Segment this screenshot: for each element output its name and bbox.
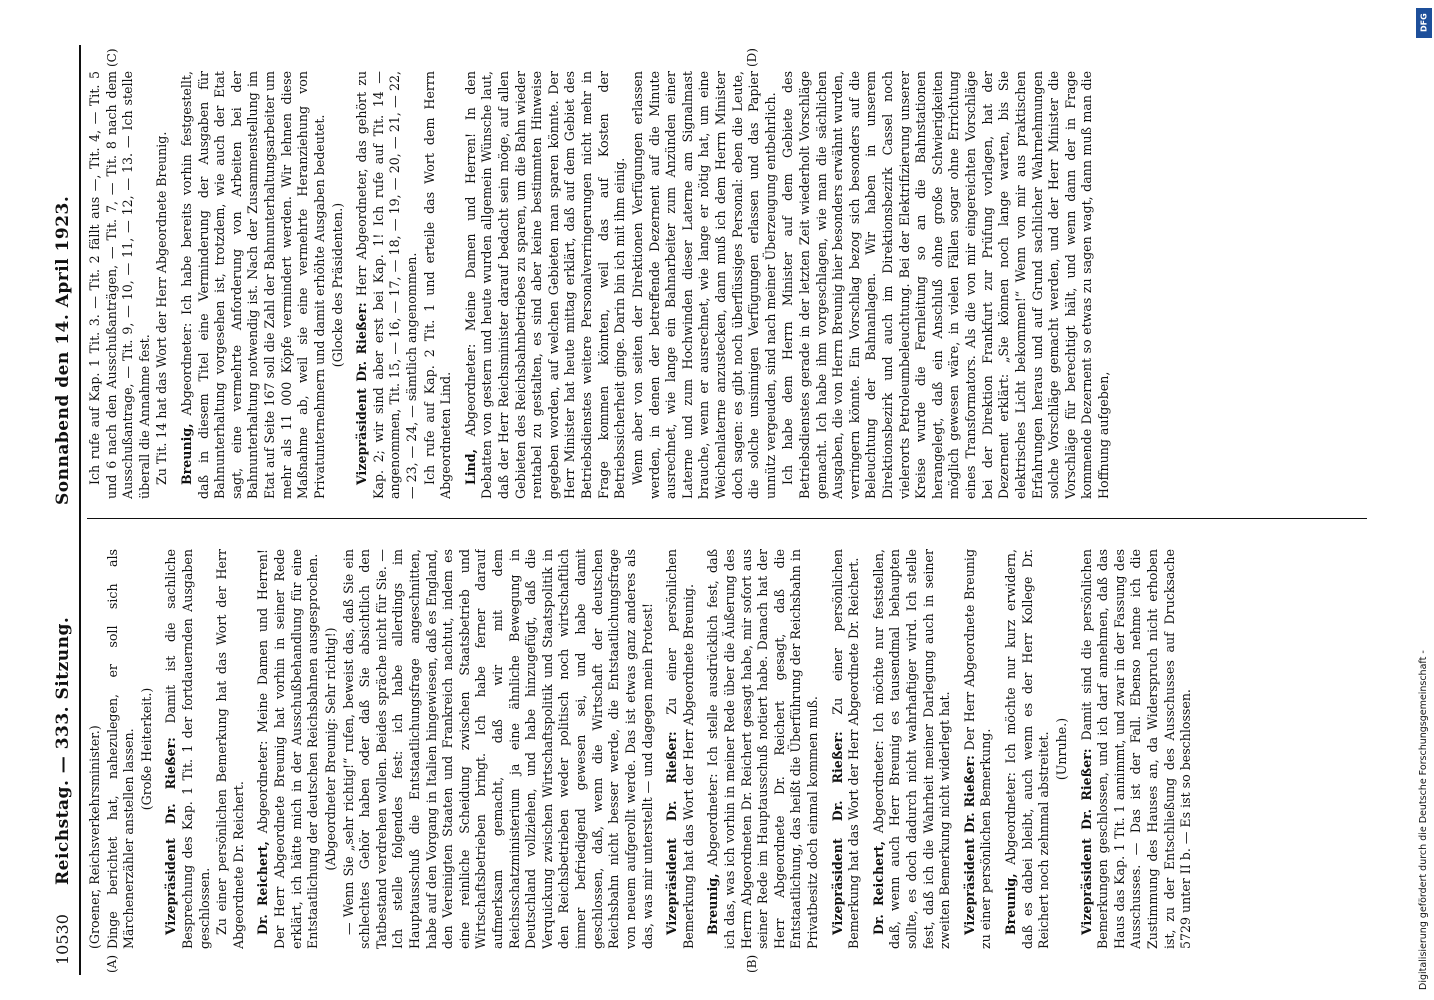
page-number: 10530 (53, 914, 72, 965)
paragraph: Vizepräsident Dr. Rießer: Zu einer persönlichen Bemerkung hat das Wort der Herr Abgeordnete Breunig. (664, 549, 696, 949)
column-divider (87, 518, 1367, 519)
digitization-credit: Digitalisierung gefördert durch die Deutsche Forschungsgemeinschaft - (1418, 650, 1429, 990)
paragraph: Vizepräsident Dr. Rießer: Zu einer persönlichen Bemerkung hat das Wort der Herr Abgeordnete Dr. Reichert. (829, 549, 862, 949)
paragraph: — Wenn Sie „sehr richtig!“ rufen, beweist das, daß Sie ein schlechtes Gehör haben oder daß Sie absichtlich den Tatbestand verdrehen wollen. Beides spräche nicht für Sie. — Ich stelle folgendes fest: ich habe allerdings im Hauptausschuß die Entstaatlichungsfrage angeschnitten, habe auf den Vorgang in Italien hingewiesen, daß es England, den Vereinigten Staaten und Frankreich nachtut, indem es eine reinliche Scheidung zwischen Staatsbetrieb und Wirtschaftsbetrieben bringt. Ich habe ferner darauf aufmerksam gemacht, daß wir mit dem Reichsschatzministerium ja eine ähnliche Bewegung in Deutschland vollziehen, und habe hinzugefügt, daß die Verquickung zwischen Wirtschaftspolitik und Staatspolitik in den Reichsbetrieben weder politisch noch wirtschaftlich immer befriedigend gewesen sei, und habe damit geschlossen, daß, wenn die Wirtschaft der deutschen Reichsbahn nicht besser werde, die Entstaatlichungsfrage von neuem aufgerollt werde. Das ist etwas ganz anderes als das, was mir unterstellt — und dagegen mein Protest! (340, 549, 655, 949)
speaker-name: Dr. Reichert, (870, 841, 886, 935)
margin-letter-b: (B) (745, 954, 759, 973)
paragraph: Breunig, Abgeordneter: Ich möchte nur kurz erwidern, daß es dabei bleibt, auch wenn es der Herr Kollege Dr. Reichert noch zehnmal abstreitet. (1003, 549, 1052, 949)
interjection: (Glocke des Präsidenten.) (329, 202, 345, 368)
speaker-name: Vizepräsident Dr. Rießer: (163, 737, 179, 935)
speaker-name: Breunig, (1003, 873, 1019, 935)
paragraph: Zu Tit. 14 hat das Wort der Herr Abgeordnete Breunig. (154, 131, 170, 485)
paragraph: Vizepräsident Dr. Rießer: Damit sind die persönlichen Bemerkungen geschlossen, und ich darf annehmen, daß das Haus das Kap. 1 Tit. 1 annimmt, und zwar in der Fassung des Ausschusses. — Das ist der Fall. Ebenso nehme ich die Zustimmung des Hauses an, da Widerspruch nicht erhoben ist, zu der Entschließung des Ausschusses auf Drucksache 5729 unter II b. — Es ist so beschlossen. (1078, 549, 1194, 949)
speaker-name: Vizepräsident Dr. Rießer: (664, 731, 680, 935)
speaker-name: Breunig, (705, 873, 721, 935)
left-column (87, 549, 1375, 949)
paragraph: Vizepräsident Dr. Rießer: Der Herr Abgeordnete Breunig zu einer persönlichen Bemerkung. (961, 549, 994, 949)
interjection: (Große Heiterkeit.) (138, 687, 154, 811)
paragraph: Wenn aber von seiten der Direktionen Verfügungen erlassen werden, in denen der betreffende Dezernent auf die Minute ausrechnet, wie lange ein Bahnarbeiter zum Anzünden einer Laterne und zum Hochwinden dieser Laterne am Signalmast brauche, wenn er ausrechnet, wie lange er nötig hat, um eine Weichenlaterne anzustecken, dann muß ich dem Herrn Minister doch sagen: es gibt noch überflüssiges Personal: eben die Leute, die solche unsinnigen Verfügungen erlassen und das Papier unnütz vergeuden, sind nach meiner Überzeugung entbehrlich. (629, 71, 778, 499)
speaker-name: Vizepräsident Dr. Rießer: (961, 755, 977, 935)
right-column (87, 71, 1375, 499)
speaker-name: Dr. Reichert, (255, 841, 271, 935)
speaker-name: Breunig, (179, 423, 195, 485)
session-title: Reichstag. — 333. Sitzung. (53, 616, 73, 885)
paragraph: Breunig, Abgeordneter: Ich habe bereits vorhin festgestellt, daß in diesem Titel eine Verminderung der Ausgaben für Bahnunterhaltung vorgesehen ist, trotzdem, wie auch der Etat sagt, eine vermehrte Anforderung von Arbeiten bei der Bahnunterhaltung notwendig ist. Nach der Zusammenstellung im Etat auf Seite 167 soll die Zahl der Bahnunterhaltungsarbeiter um mehr als 11 000 Köpfe vermindert werden. Wir lehnen diese Maßnahme ab, weil sie eine vermehrte Heranziehung von Privatunternehmern und damit erhöhte Ausgaben bedeutet. (179, 71, 327, 499)
rotated-document-page (45, 45, 1375, 975)
interjection: (Unruhe.) (1053, 717, 1069, 781)
margin-letter-c: (C) (105, 48, 119, 67)
paragraph: Dinge berichtet hat, nahezulegen, er soll sich als Märchenerzähler anstellen lassen. (104, 549, 137, 949)
session-date: Sonnabend den 14. April 1923. (53, 195, 73, 505)
dfg-logo: DFG (1416, 8, 1432, 38)
paragraph: Zu einer persönlichen Bemerkung hat das Wort der Herr Abgeordnete Dr. Reichert. (214, 549, 246, 949)
paragraph: Dr. Reichert, Abgeordneter: Meine Damen und Herren! Der Herr Abgeordnete Breunig hat vorhin in seiner Rede erklärt, ich hätte mich in der Ausschußbehandlung für eine Entstaatlichung der deutschen Reichsbahnen ausgesprochen. (255, 549, 321, 949)
interjection: (Abgeordneter Breunig: Sehr richtig!) (322, 627, 338, 871)
speaker-name: Lind, (462, 449, 478, 485)
paragraph: Ich habe dem Herrn Minister auf dem Gebiete des Betriebsdienstes gerade in der letzten Zeit wiederholt Vorschläge gemacht. Ich habe ihm vorgeschlagen, wie man die sächlichen Ausgaben, die von Herrn Breunig hier besonders erwähnt wurden, verringern könnte. Ein Vorschlag bezog sich besonders auf die Beleuchtung der Bahnanlagen. Wir haben in unserem Direktionsbezirk und auch im Direktionsbezirk Cassel noch vielerorts Petroleumbeleuchtung. Bei der Elektrifizierung unserer Kreise wurde die Fernleitung so an die Bahnstationen herangelegt, daß ein Anschluß ohne große Schwierigkeiten möglich gewesen wäre, in vielen Fällen sogar ohne Errichtung eines Transformators. Als die von mir eingereichten Vorschläge bei der Direktion Frankfurt zur Prüfung vorlagen, hat der Dezernent erklärt: „Sie können noch lange warten, bis Sie elektrisches Licht bekommen!“ Wenn von mir aus praktischen Erfahrungen heraus und auf Grund sachlicher Wahrnehmungen solche Vorschläge gemacht werden, und der Herr Minister die Vorschläge für berechtigt hält, und wenn dann der in Frage kommende Dezernent so etwas zu sagen wagt, dann muß man die Hoffnung aufgeben, (780, 71, 1111, 499)
paragraph: Lind, Abgeordneter: Meine Damen und Herren! In den Debatten von gestern und heute wurden allgemein Wünsche laut, daß der Herr Reichsminister darauf bedacht sein möge, auf allen Gebieten des Reichsbahnbetriebes zu sparen, um die Bahn wieder rentabel zu gestalten, es sind aber keine bestimmten Hinweise gegeben worden, auf welchen Gebieten man sparen könnte. Der Herr Minister hat heute mittag erklärt, daß auf dem Gebiet des Betriebsdienstes weitere Personalverringerungen nicht mehr in Frage kommen könnten, weil das auf Kosten der Betriebssicherheit ginge. Darin bin ich mit ihm einig. (462, 71, 628, 499)
paragraph: Breunig, Abgeordneter: Ich stelle ausdrücklich fest, daß ich das, was ich vorhin in meiner Rede über die Äußerung des Herrn Abgeordneten Dr. Reichert gesagt habe, mir sofort aus seiner Rede im Hauptausschuß notiert habe. Danach hat der Herr Abgeordnete Dr. Reichert gesagt, daß die Entstaatlichung, das heißt die Überführung der Reichsbahn in Privatbesitz doch einmal kommen muß. (705, 549, 820, 949)
paragraph: Vizepräsident Dr. Rießer: Herr Abgeordneter, das gehört zu Kap. 2; wir sind aber erst bei Kap. 1! Ich rufe auf Tit. 14 — angenommen, Tit. 15, — 16, — 17, — 18, — 19, — 20, — 21, — 22, — 23, — 24, — sämtlich angenommen. (354, 71, 419, 499)
speaker-context: (Groener, Reichsverkehrsminister.) (87, 725, 102, 949)
margin-letter-d: (D) (745, 48, 759, 67)
header-rule (79, 45, 81, 975)
paragraph: Vizepräsident Dr. Rießer: Damit ist die sachliche Besprechung des Kap. 1 Tit. 1 der fortdauernden Ausgaben geschlossen. (163, 549, 212, 949)
speaker-name: Vizepräsident Dr. Rießer: (354, 302, 370, 485)
speaker-name: Vizepräsident Dr. Rießer: (829, 731, 845, 935)
speaker-name: Vizepräsident Dr. Rießer: (1078, 748, 1094, 935)
paragraph: Ich rufe auf Kap. 1 Tit. 3. — Tit. 2 fällt aus —, Tit. 4, — Tit. 5 und 6 nach den Ausschußanträgen, — Tit. 7, — Tit. 8 nach dem Ausschußantrage, — Tit. 9, — 10, — 11, — 12, — 13. — Ich stelle überall die Annahme fest. (87, 71, 152, 499)
paragraph: Ich rufe auf Kap. 2 Tit. 1 und erteile das Wort dem Herrn Abgeordneten Lind. (421, 71, 454, 499)
margin-letter-a: (A) (105, 954, 119, 973)
paragraph: Dr. Reichert, Abgeordneter: Ich möchte nur feststellen, daß, wenn auch Herr Breunig es tausendmal behaupten sollte, es doch dadurch nicht wahrhaftiger wird. Ich stelle fest, daß ich die Wahrheit meiner Darlegung auch in seiner zweiten Bemerkung nicht widerlegt hat. (870, 549, 953, 949)
